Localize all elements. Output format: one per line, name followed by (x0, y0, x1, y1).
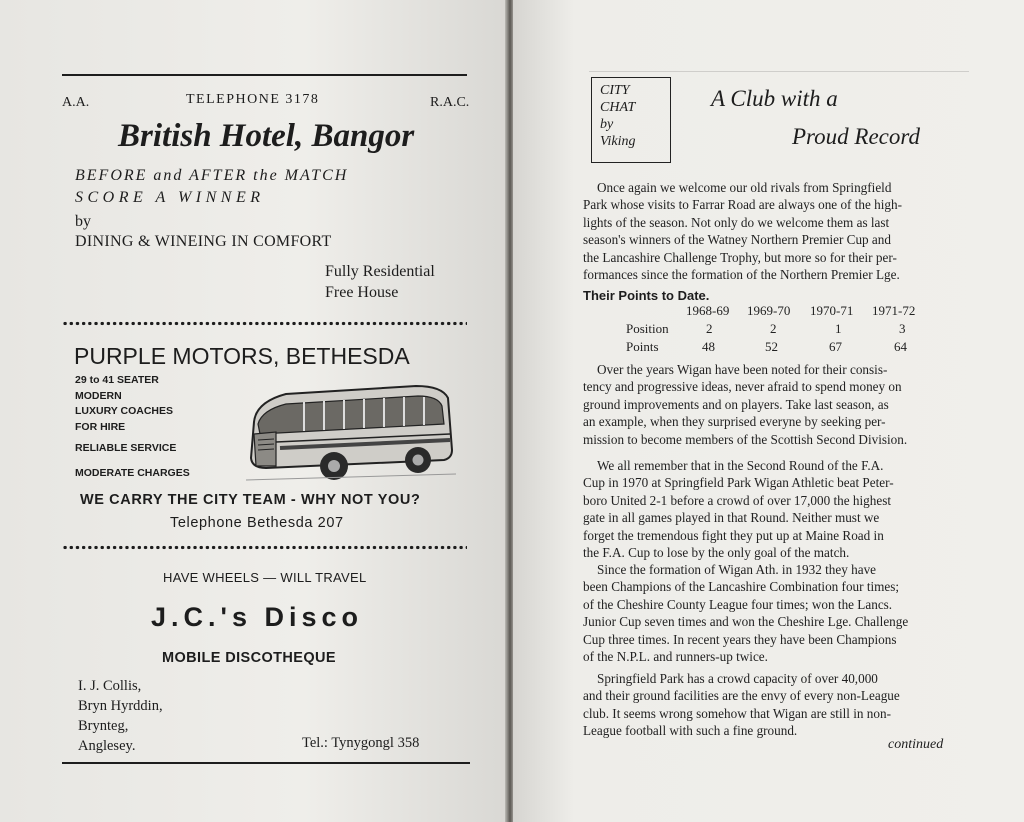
continued-label: continued (888, 737, 944, 752)
address-line: I. J. Collis, (78, 678, 142, 694)
headline-line-1: A Club with a (711, 86, 838, 111)
faint-top-rule (589, 71, 969, 72)
text-line: of the Cheshire County League four times; won the Lancs. (583, 596, 893, 612)
rac-label: R.A.C. (430, 95, 470, 110)
box-line: Viking (600, 134, 636, 149)
disco-address (78, 676, 163, 756)
table-cell: 1 (835, 321, 842, 336)
table-cell: 67 (829, 339, 842, 354)
season-header: 1971-72 (872, 303, 916, 318)
hotel-name: British Hotel, Bangor (118, 118, 415, 154)
feature-line: LUXURY COACHES (75, 405, 174, 417)
bottom-rule (62, 762, 470, 764)
table-cell: 64 (894, 339, 907, 354)
table-cell: 48 (702, 339, 715, 354)
text-line: club. It seems wrong somehow that Wigan are still in non- (583, 705, 891, 721)
text-line: League football with such a fine ground. (583, 723, 798, 739)
top-rule (62, 74, 467, 76)
points-title: Their Points to Date. (583, 288, 710, 303)
feature-line: FOR HIRE (75, 420, 126, 433)
hotel-telephone: TELEPHONE 3178 (186, 92, 320, 107)
purple-motors-slogan: WE CARRY THE CITY TEAM - WHY NOT YOU? (80, 492, 421, 508)
hotel-line-3: DINING & WINEING IN COMFORT (75, 233, 332, 250)
paragraph-4 (583, 561, 908, 665)
text-line: Cup three times. In recent years they have been Champions (583, 631, 897, 647)
text-line: and their ground facilities are the envy of every non-League (583, 688, 900, 704)
text-line: tency and progressive ideas, never afraid to spend money on (583, 379, 902, 395)
table-cell: 3 (899, 321, 906, 336)
text-line: the F.A. Cup to lose by the only goal of the match. (583, 545, 850, 561)
address-line: Anglesey. (78, 738, 136, 754)
text-line: of the N.P.L. and runners-up twice. (583, 649, 768, 665)
season-header: 1969-70 (747, 303, 791, 318)
address-line: Brynteg, (78, 718, 129, 734)
text-line: Park whose visits to Farrar Road are always one of the high- (583, 197, 902, 213)
text-line: Springfield Park has a crowd capacity of over 40,000 (597, 671, 878, 686)
hotel-fully-residential: Fully Residential (325, 263, 435, 280)
purple-motors-features (75, 373, 173, 435)
text-line: season's winners of the Watney Northern Premier Cup and (583, 232, 891, 248)
paragraph-3 (583, 457, 894, 561)
paragraph-1 (583, 179, 902, 283)
text-line: gate in all games played in that Round. Neither must we (583, 510, 880, 526)
text-line: We all remember that in the Second Round of the F.A. (597, 458, 884, 473)
season-header: 1968-69 (686, 303, 730, 318)
text-line: boro United 2-1 before a crowd of over 17,000 the highest (583, 492, 891, 508)
disco-name: J.C.'s Disco (151, 602, 363, 632)
city-chat-byline (600, 82, 636, 150)
purple-motors-title: PURPLE MOTORS, BETHESDA (74, 343, 410, 369)
text-line: mission to become members of the Scottish Second Division. (583, 431, 908, 447)
purple-motors-phone: Telephone Bethesda 207 (170, 515, 344, 531)
hotel-by: by (75, 213, 91, 230)
dotted-divider-2 (62, 545, 467, 550)
text-line: ground improvements and on players. Take last season, as (583, 396, 889, 412)
text-line: Cup in 1970 at Springfield Park Wigan Athletic beat Peter- (583, 475, 894, 491)
text-line: been Champions of the Lancashire Combination four times; (583, 579, 900, 595)
hotel-line-2: SCORE A WINNER (75, 189, 265, 206)
box-line: CITY (600, 83, 630, 98)
aa-label: A.A. (62, 95, 90, 110)
reliable-service: RELIABLE SERVICE (75, 442, 177, 454)
feature-line: 29 to 41 SEATER (75, 374, 159, 386)
left-page (0, 0, 507, 822)
table-cell: 2 (770, 321, 777, 336)
dotted-divider-1 (62, 321, 467, 326)
text-line: lights of the season. Not only do we welcome them as last (583, 214, 890, 230)
hotel-free-house: Free House (325, 284, 399, 301)
address-line: Bryn Hyrddin, (78, 698, 163, 714)
feature-line: MODERN (75, 389, 122, 402)
season-header: 1970-71 (810, 303, 854, 318)
hotel-line-1: BEFORE and AFTER the MATCH (75, 167, 349, 184)
mobile-discotheque: MOBILE DISCOTHEQUE (162, 650, 336, 666)
headline-line-2: Proud Record (792, 124, 920, 149)
text-line: forget the tremendous fight they put up at Maine Road in (583, 527, 884, 543)
coach-illustration (246, 380, 456, 485)
table-cell: 52 (765, 339, 778, 354)
text-line: the Lancashire Challenge Trophy, but more so for their per- (583, 249, 897, 265)
text-line: an example, when they surprised everyne by seeking per- (583, 414, 886, 430)
box-line: by (600, 117, 614, 132)
moderate-charges: MODERATE CHARGES (75, 467, 190, 479)
table-cell: 2 (706, 321, 713, 336)
disco-telephone: Tel.: Tynygongl 358 (302, 735, 420, 751)
paragraph-2 (583, 361, 907, 448)
text-line: Since the formation of Wigan Ath. in 1932 they have (597, 562, 877, 577)
row-label: Points (626, 339, 659, 354)
text-line: formances since the formation of the Northern Premier Lge. (583, 267, 900, 283)
have-wheels: HAVE WHEELS — WILL TRAVEL (163, 570, 367, 585)
text-line: Over the years Wigan have been noted for their consis- (597, 362, 888, 377)
row-label: Position (626, 321, 669, 336)
text-line: Once again we welcome our old rivals from Springfield (597, 180, 892, 195)
box-line: CHAT (600, 100, 636, 115)
text-line: Junior Cup seven times and won the Cheshire Lge. Challenge (583, 614, 909, 630)
paragraph-5 (583, 670, 900, 740)
